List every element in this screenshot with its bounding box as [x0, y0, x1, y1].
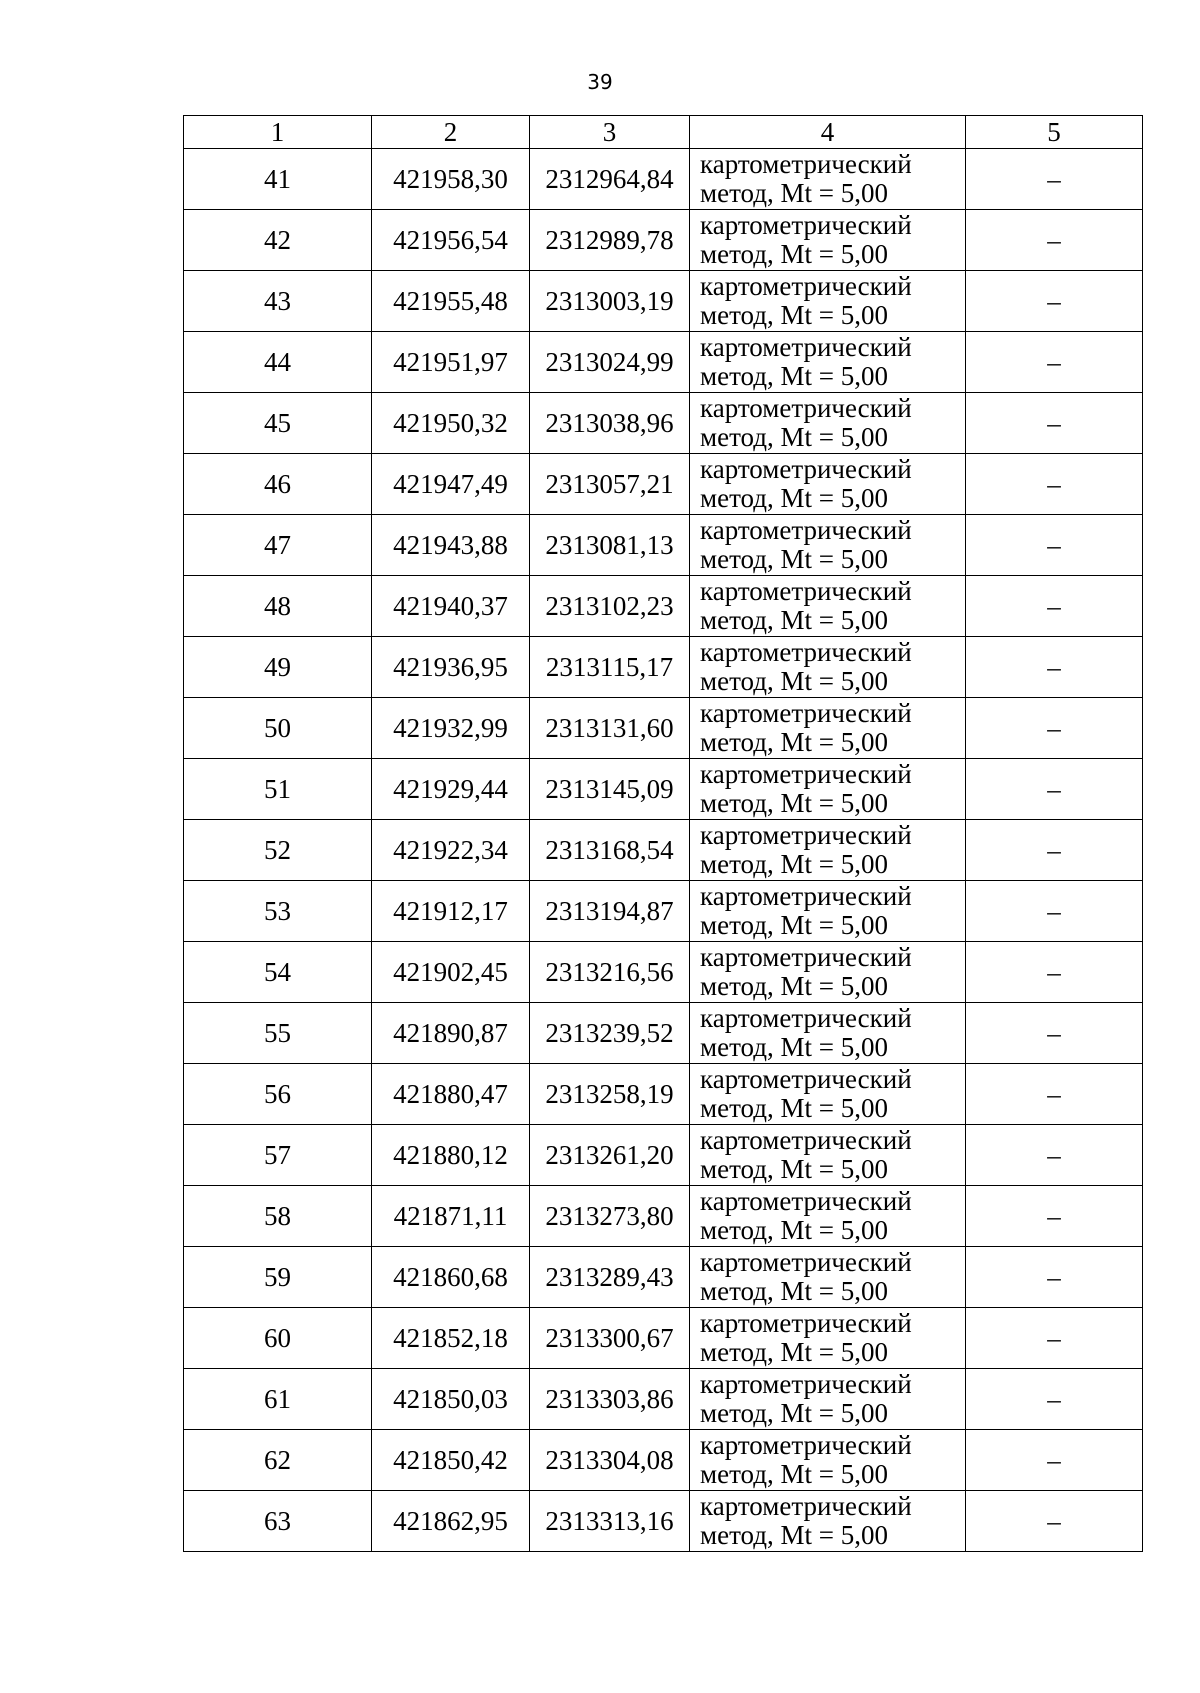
point-number-cell: 48: [184, 576, 372, 637]
header-cell-2: 2: [372, 116, 530, 149]
method-text-line1: картометрический: [700, 942, 912, 972]
method-cell: [690, 271, 966, 332]
y-coordinate-cell: 2313194,87: [530, 881, 690, 942]
x-coordinate-cell: 421951,97: [372, 332, 530, 393]
y-coordinate-cell: 2313168,54: [530, 820, 690, 881]
method-text-line2: метод, Mt = 5,00: [700, 971, 888, 1001]
method-cell: [690, 759, 966, 820]
x-coordinate-cell: 421950,32: [372, 393, 530, 454]
table-row: [184, 1491, 1143, 1552]
method-text-line2: метод, Mt = 5,00: [700, 666, 888, 696]
method-text-line2: метод, Mt = 5,00: [700, 1337, 888, 1367]
note-cell: –: [966, 1003, 1143, 1064]
method-cell: [690, 210, 966, 271]
note-cell: –: [966, 942, 1143, 1003]
method-text-line1: картометрический: [700, 271, 912, 301]
y-coordinate-cell: 2313038,96: [530, 393, 690, 454]
point-number-cell: 50: [184, 698, 372, 759]
table-row: [184, 1308, 1143, 1369]
method-text-line2: метод, Mt = 5,00: [700, 422, 888, 452]
method-text-line2: метод, Mt = 5,00: [700, 1215, 888, 1245]
method-cell: [690, 1064, 966, 1125]
note-cell: –: [966, 1369, 1143, 1430]
x-coordinate-cell: 421862,95: [372, 1491, 530, 1552]
header-cell-4: 4: [690, 116, 966, 149]
y-coordinate-cell: 2313115,17: [530, 637, 690, 698]
y-coordinate-cell: 2313003,19: [530, 271, 690, 332]
y-coordinate-cell: 2313289,43: [530, 1247, 690, 1308]
method-cell: [690, 698, 966, 759]
x-coordinate-cell: 421932,99: [372, 698, 530, 759]
point-number-cell: 60: [184, 1308, 372, 1369]
y-coordinate-cell: 2313261,20: [530, 1125, 690, 1186]
method-text-line2: метод, Mt = 5,00: [700, 1520, 888, 1550]
method-cell: [690, 576, 966, 637]
table-row: [184, 1430, 1143, 1491]
point-number-cell: 55: [184, 1003, 372, 1064]
point-number-cell: 47: [184, 515, 372, 576]
method-text-line1: картометрический: [700, 1125, 912, 1155]
method-text-line2: метод, Mt = 5,00: [700, 178, 888, 208]
x-coordinate-cell: 421860,68: [372, 1247, 530, 1308]
table-body: [184, 149, 1143, 1552]
table-row: [184, 1247, 1143, 1308]
method-text-line1: картометрический: [700, 1491, 912, 1521]
point-number-cell: 59: [184, 1247, 372, 1308]
x-coordinate-cell: 421929,44: [372, 759, 530, 820]
point-number-cell: 42: [184, 210, 372, 271]
header-cell-5: 5: [966, 116, 1143, 149]
note-cell: –: [966, 1125, 1143, 1186]
note-cell: –: [966, 393, 1143, 454]
note-cell: –: [966, 881, 1143, 942]
method-text-line1: картометрический: [700, 332, 912, 362]
point-number-cell: 45: [184, 393, 372, 454]
method-text-line2: метод, Mt = 5,00: [700, 1398, 888, 1428]
method-text-line1: картометрический: [700, 637, 912, 667]
x-coordinate-cell: 421947,49: [372, 454, 530, 515]
table-header: [184, 116, 1143, 149]
note-cell: –: [966, 698, 1143, 759]
table-row: [184, 332, 1143, 393]
x-coordinate-cell: 421940,37: [372, 576, 530, 637]
point-number-cell: 49: [184, 637, 372, 698]
method-cell: [690, 881, 966, 942]
note-cell: –: [966, 515, 1143, 576]
method-text-line1: картометрический: [700, 820, 912, 850]
y-coordinate-cell: 2313304,08: [530, 1430, 690, 1491]
x-coordinate-cell: 421890,87: [372, 1003, 530, 1064]
header-row: [184, 116, 1143, 149]
method-text-line2: метод, Mt = 5,00: [700, 788, 888, 818]
page-number: 39: [587, 70, 613, 94]
table-row: [184, 1064, 1143, 1125]
method-text-line1: картометрический: [700, 1064, 912, 1094]
y-coordinate-cell: 2313303,86: [530, 1369, 690, 1430]
method-text-line1: картометрический: [700, 210, 912, 240]
point-number-cell: 58: [184, 1186, 372, 1247]
method-text-line1: картометрический: [700, 698, 912, 728]
y-coordinate-cell: 2313239,52: [530, 1003, 690, 1064]
method-cell: [690, 942, 966, 1003]
method-text-line1: картометрический: [700, 881, 912, 911]
method-text-line1: картометрический: [700, 149, 912, 179]
y-coordinate-cell: 2313024,99: [530, 332, 690, 393]
table-row: [184, 393, 1143, 454]
y-coordinate-cell: 2312989,78: [530, 210, 690, 271]
method-cell: [690, 515, 966, 576]
point-number-cell: 54: [184, 942, 372, 1003]
x-coordinate-cell: 421871,11: [372, 1186, 530, 1247]
method-cell: [690, 149, 966, 210]
note-cell: –: [966, 1308, 1143, 1369]
method-cell: [690, 1369, 966, 1430]
x-coordinate-cell: 421955,48: [372, 271, 530, 332]
note-cell: –: [966, 1430, 1143, 1491]
method-cell: [690, 637, 966, 698]
point-number-cell: 56: [184, 1064, 372, 1125]
method-text-line1: картометрический: [700, 1247, 912, 1277]
header-cell-3: 3: [530, 116, 690, 149]
method-text-line2: метод, Mt = 5,00: [700, 727, 888, 757]
table-row: [184, 1369, 1143, 1430]
y-coordinate-cell: 2313258,19: [530, 1064, 690, 1125]
point-number-cell: 61: [184, 1369, 372, 1430]
x-coordinate-cell: 421956,54: [372, 210, 530, 271]
y-coordinate-cell: 2313300,67: [530, 1308, 690, 1369]
method-text-line1: картометрический: [700, 759, 912, 789]
method-text-line2: метод, Mt = 5,00: [700, 1154, 888, 1184]
method-text-line1: картометрический: [700, 1003, 912, 1033]
table-row: [184, 637, 1143, 698]
point-number-cell: 62: [184, 1430, 372, 1491]
table-row: [184, 149, 1143, 210]
method-text-line2: метод, Mt = 5,00: [700, 361, 888, 391]
method-text-line2: метод, Mt = 5,00: [700, 1276, 888, 1306]
x-coordinate-cell: 421922,34: [372, 820, 530, 881]
method-text-line2: метод, Mt = 5,00: [700, 239, 888, 269]
y-coordinate-cell: 2313273,80: [530, 1186, 690, 1247]
table-row: [184, 1125, 1143, 1186]
y-coordinate-cell: 2313216,56: [530, 942, 690, 1003]
method-text-line2: метод, Mt = 5,00: [700, 544, 888, 574]
method-cell: [690, 332, 966, 393]
point-number-cell: 52: [184, 820, 372, 881]
point-number-cell: 51: [184, 759, 372, 820]
method-text-line2: метод, Mt = 5,00: [700, 605, 888, 635]
table-row: [184, 1003, 1143, 1064]
method-text-line1: картометрический: [700, 515, 912, 545]
method-text-line1: картометрический: [700, 454, 912, 484]
note-cell: –: [966, 576, 1143, 637]
method-text-line1: картометрический: [700, 393, 912, 423]
y-coordinate-cell: 2313131,60: [530, 698, 690, 759]
coordinates-table: [183, 115, 1143, 1552]
note-cell: –: [966, 454, 1143, 515]
method-text-line1: картометрический: [700, 1369, 912, 1399]
note-cell: –: [966, 759, 1143, 820]
x-coordinate-cell: 421880,12: [372, 1125, 530, 1186]
method-text-line2: метод, Mt = 5,00: [700, 300, 888, 330]
table-row: [184, 759, 1143, 820]
method-text-line1: картометрический: [700, 1430, 912, 1460]
note-cell: –: [966, 149, 1143, 210]
y-coordinate-cell: 2313102,23: [530, 576, 690, 637]
method-text-line1: картометрический: [700, 1308, 912, 1338]
method-text-line1: картометрический: [700, 1186, 912, 1216]
note-cell: –: [966, 820, 1143, 881]
method-text-line2: метод, Mt = 5,00: [700, 1459, 888, 1489]
point-number-cell: 57: [184, 1125, 372, 1186]
method-cell: [690, 1125, 966, 1186]
note-cell: –: [966, 332, 1143, 393]
method-cell: [690, 393, 966, 454]
x-coordinate-cell: 421880,47: [372, 1064, 530, 1125]
point-number-cell: 43: [184, 271, 372, 332]
note-cell: –: [966, 637, 1143, 698]
note-cell: –: [966, 210, 1143, 271]
y-coordinate-cell: 2313081,13: [530, 515, 690, 576]
table-row: [184, 881, 1143, 942]
x-coordinate-cell: 421902,45: [372, 942, 530, 1003]
note-cell: –: [966, 1064, 1143, 1125]
x-coordinate-cell: 421958,30: [372, 149, 530, 210]
method-text-line2: метод, Mt = 5,00: [700, 910, 888, 940]
x-coordinate-cell: 421912,17: [372, 881, 530, 942]
x-coordinate-cell: 421850,42: [372, 1430, 530, 1491]
header-cell-1: 1: [184, 116, 372, 149]
x-coordinate-cell: 421850,03: [372, 1369, 530, 1430]
method-text-line2: метод, Mt = 5,00: [700, 483, 888, 513]
point-number-cell: 46: [184, 454, 372, 515]
table-row: [184, 942, 1143, 1003]
method-cell: [690, 1430, 966, 1491]
table-row: [184, 454, 1143, 515]
method-text-line2: метод, Mt = 5,00: [700, 849, 888, 879]
method-text-line2: метод, Mt = 5,00: [700, 1032, 888, 1062]
y-coordinate-cell: 2313145,09: [530, 759, 690, 820]
method-cell: [690, 1186, 966, 1247]
table-row: [184, 271, 1143, 332]
y-coordinate-cell: 2313313,16: [530, 1491, 690, 1552]
table-row: [184, 515, 1143, 576]
y-coordinate-cell: 2313057,21: [530, 454, 690, 515]
y-coordinate-cell: 2312964,84: [530, 149, 690, 210]
table-row: [184, 576, 1143, 637]
table-row: [184, 1186, 1143, 1247]
method-cell: [690, 454, 966, 515]
point-number-cell: 44: [184, 332, 372, 393]
x-coordinate-cell: 421943,88: [372, 515, 530, 576]
note-cell: –: [966, 1186, 1143, 1247]
method-cell: [690, 1308, 966, 1369]
point-number-cell: 41: [184, 149, 372, 210]
note-cell: –: [966, 1491, 1143, 1552]
note-cell: –: [966, 1247, 1143, 1308]
method-text-line2: метод, Mt = 5,00: [700, 1093, 888, 1123]
table-row: [184, 820, 1143, 881]
method-cell: [690, 1491, 966, 1552]
x-coordinate-cell: 421852,18: [372, 1308, 530, 1369]
table-row: [184, 698, 1143, 759]
method-cell: [690, 1003, 966, 1064]
x-coordinate-cell: 421936,95: [372, 637, 530, 698]
table-row: [184, 210, 1143, 271]
note-cell: –: [966, 271, 1143, 332]
method-cell: [690, 1247, 966, 1308]
method-text-line1: картометрический: [700, 576, 912, 606]
point-number-cell: 63: [184, 1491, 372, 1552]
method-cell: [690, 820, 966, 881]
point-number-cell: 53: [184, 881, 372, 942]
